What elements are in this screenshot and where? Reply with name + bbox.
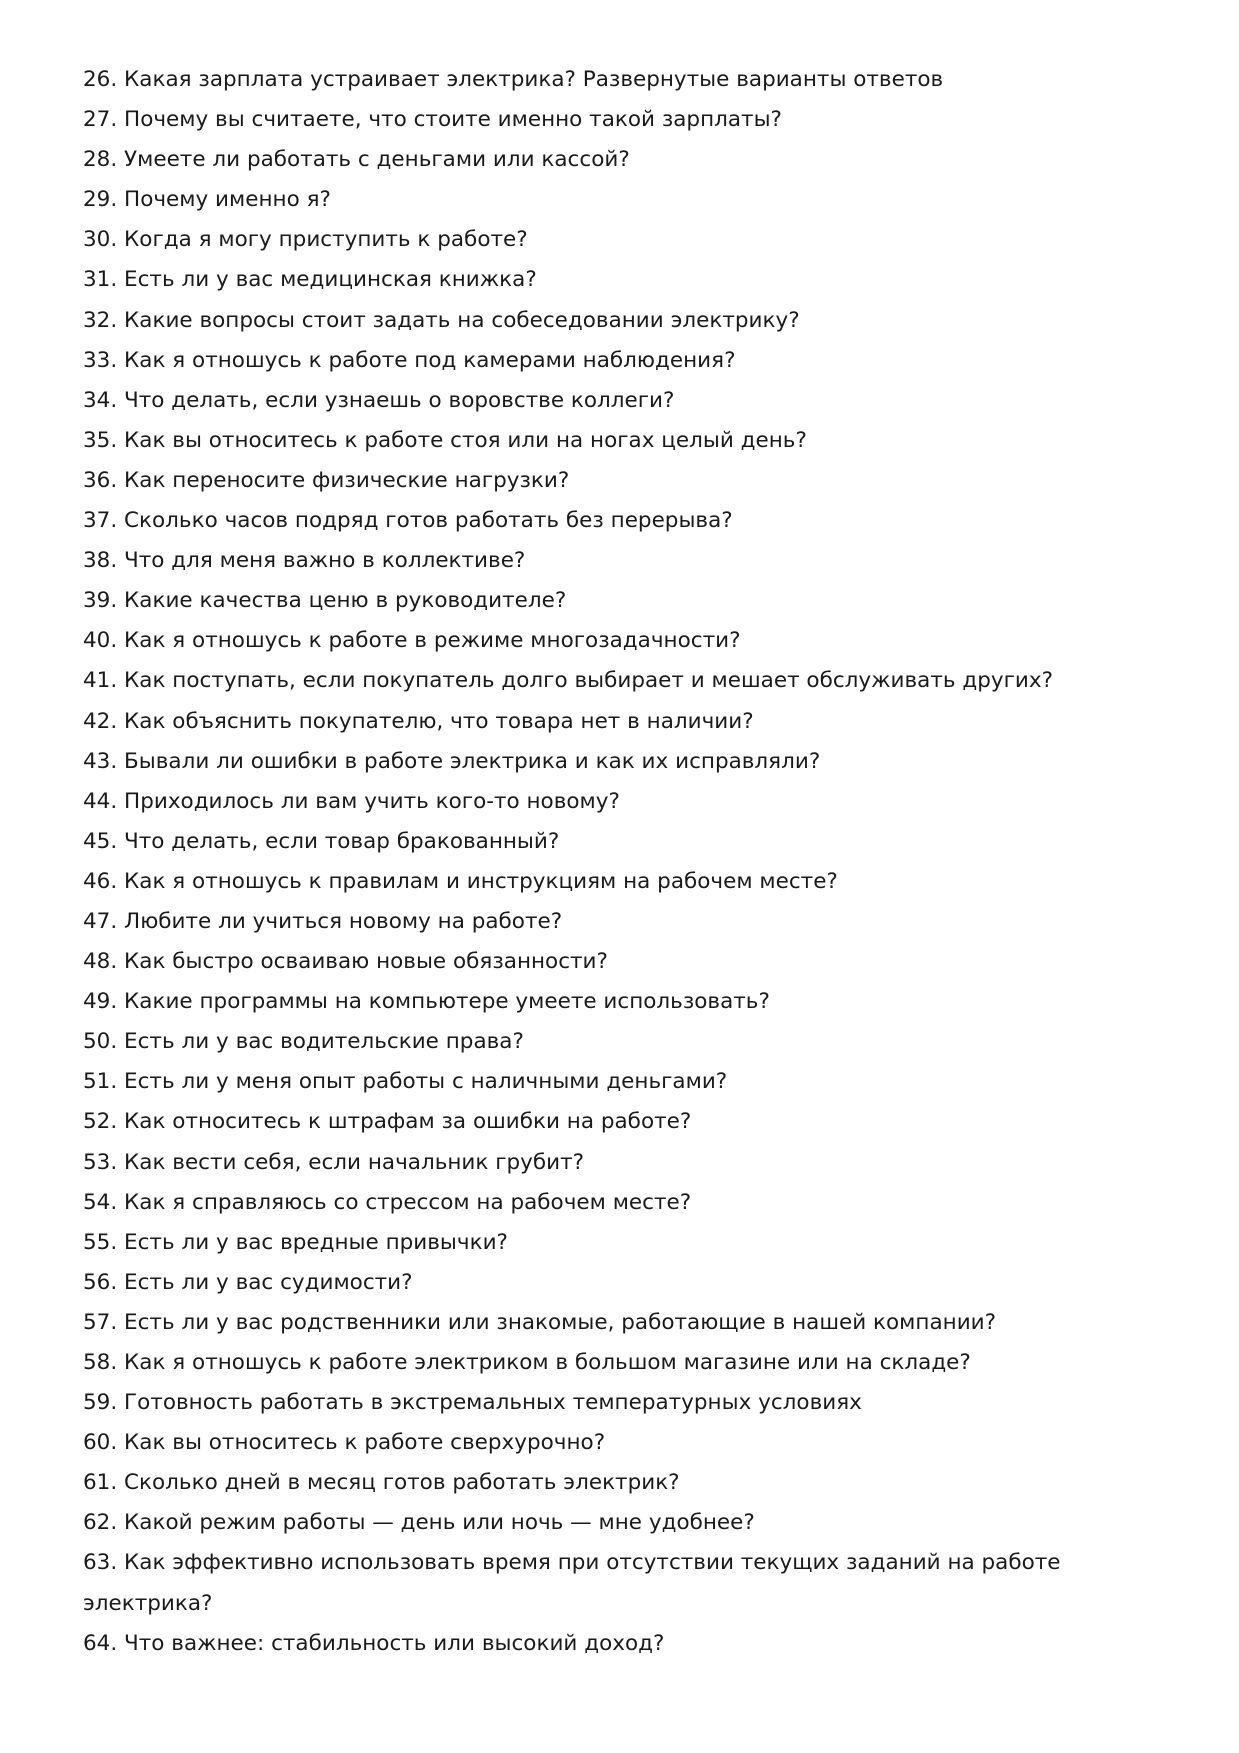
- question-item: 33. Как я отношусь к работе под камерами наблюдения?: [83, 347, 736, 373]
- question-item: 37. Сколько часов подряд готов работать без перерыва?: [83, 508, 733, 534]
- question-list: [83, 60, 1163, 1664]
- question-item: 54. Как я справляюсь со стрессом на рабочем месте?: [83, 1189, 692, 1215]
- question-item: 50. Есть ли у вас водительские права?: [83, 1029, 524, 1055]
- question-item: 53. Как вести себя, если начальник грубит?: [83, 1149, 585, 1175]
- question-item: 38. Что для меня важно в коллективе?: [83, 548, 526, 574]
- question-item: 28. Умеете ли работать с деньгами или кассой?: [83, 147, 630, 173]
- question-item: 48. Как быстро осваиваю новые обязанности?: [83, 949, 608, 975]
- question-item: 35. Как вы относитесь к работе стоя или на ногах целый день?: [83, 427, 807, 453]
- question-item: 51. Есть ли у меня опыт работы с наличными деньгами?: [83, 1069, 728, 1095]
- question-item: 57. Есть ли у вас родственники или знакомые, работающие в нашей компании?: [83, 1309, 997, 1335]
- question-item: 45. Что делать, если товар бракованный?: [83, 828, 560, 854]
- question-item: 36. Как переносите физические нагрузки?: [83, 467, 570, 493]
- question-item: 64. Что важнее: стабильность или высокий доход?: [83, 1630, 665, 1656]
- question-item: 27. Почему вы считаете, что стоите именно такой зарплаты?: [83, 107, 782, 133]
- question-item: 44. Приходилось ли вам учить кого-то новому?: [83, 788, 620, 814]
- question-item: 55. Есть ли у вас вредные привычки?: [83, 1229, 508, 1255]
- question-item: 34. Что делать, если узнаешь о воровстве коллеги?: [83, 387, 675, 413]
- question-item: 30. Когда я могу приступить к работе?: [83, 227, 528, 253]
- question-item: 58. Как я отношусь к работе электриком в большом магазине или на складе?: [83, 1350, 971, 1375]
- question-item: 62. Какой режим работы — день или ночь — мне удобнее?: [83, 1510, 755, 1536]
- question-item: 61. Сколько дней в месяц готов работать электрик?: [83, 1470, 680, 1496]
- question-item: 63. Как эффективно использовать время при отсутствии текущих заданий на работе электрика?: [83, 1550, 1061, 1616]
- question-item: 49. Какие программы на компьютере умеете использовать?: [83, 989, 770, 1015]
- question-item: 32. Какие вопросы стоит задать на собеседовании электрику?: [83, 307, 800, 333]
- question-item: 43. Бывали ли ошибки в работе электрика и как их исправляли?: [83, 748, 821, 774]
- question-item: 47. Любите ли учиться новому на работе?: [83, 908, 563, 934]
- question-item: 56. Есть ли у вас судимости?: [83, 1269, 413, 1295]
- question-item: 59. Готовность работать в экстремальных температурных условиях: [83, 1390, 862, 1416]
- question-item: 26. Какая зарплата устраивает электрика? Развернутые варианты ответов: [83, 67, 944, 92]
- question-item: 31. Есть ли у вас медицинская книжка?: [83, 267, 537, 293]
- question-item: 60. Как вы относитесь к работе сверхурочно?: [83, 1430, 606, 1456]
- question-item: 46. Как я отношусь к правилам и инструкциям на рабочем месте?: [83, 868, 838, 894]
- question-item: 52. Как относитесь к штрафам за ошибки на работе?: [83, 1109, 692, 1135]
- question-item: 29. Почему именно я?: [83, 187, 331, 213]
- question-item: 40. Как я отношусь к работе в режиме многозадачности?: [83, 628, 741, 654]
- question-item: 41. Как поступать, если покупатель долго выбирает и мешает обслуживать других?: [83, 668, 1053, 694]
- question-item: 39. Какие качества ценю в руководителе?: [83, 588, 567, 614]
- question-item: 42. Как объяснить покупателю, что товара нет в наличии?: [83, 708, 754, 734]
